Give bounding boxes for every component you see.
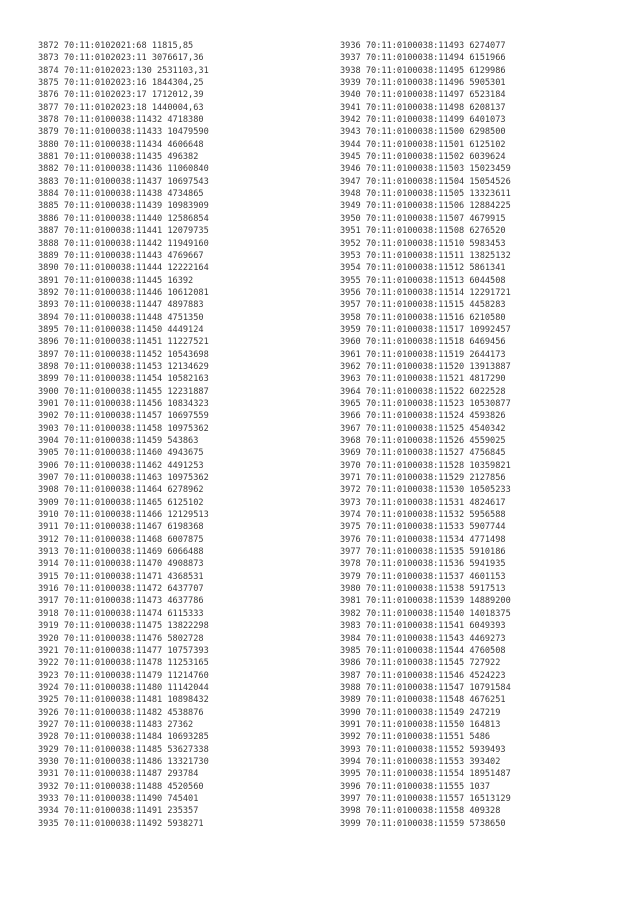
text-line: 3922 70:11:0100038:11478 11253165 [38, 658, 209, 669]
text-line: 3982 70:11:0100038:11540 14018375 [340, 608, 511, 619]
text-line: 3942 70:11:0100038:11499 6401073 [340, 115, 506, 126]
text-line: 3910 70:11:0100038:11466 12129513 [38, 510, 209, 521]
text-line: 3899 70:11:0100038:11454 10582163 [38, 374, 209, 385]
text-line: 3895 70:11:0100038:11450 4449124 [38, 324, 204, 335]
text-line: 3880 70:11:0100038:11434 4606648 [38, 139, 204, 150]
text-line: 3997 70:11:0100038:11557 16513129 [340, 793, 511, 804]
text-line: 3935 70:11:0100038:11492 5938271 [38, 818, 204, 829]
text-line: 3951 70:11:0100038:11508 6276520 [340, 226, 506, 237]
text-line: 3984 70:11:0100038:11543 4469273 [340, 633, 506, 644]
text-line: 3928 70:11:0100038:11484 10693285 [38, 732, 209, 743]
text-line: 3995 70:11:0100038:11554 18951487 [340, 769, 511, 780]
text-line: 3946 70:11:0100038:11503 15023459 [340, 164, 511, 175]
left-column [38, 40, 209, 830]
text-line: 3953 70:11:0100038:11511 13825132 [340, 250, 511, 261]
text-line: 3972 70:11:0100038:11530 10505233 [340, 485, 511, 496]
text-line: 3916 70:11:0100038:11472 6437707 [38, 584, 204, 595]
text-line: 3957 70:11:0100038:11515 4458283 [340, 300, 506, 311]
text-line: 3963 70:11:0100038:11521 4817290 [340, 374, 506, 385]
text-line: 3930 70:11:0100038:11486 13321730 [38, 756, 209, 767]
text-line: 3881 70:11:0100038:11435 496382 [38, 152, 199, 163]
text-line: 3966 70:11:0100038:11524 4593826 [340, 411, 506, 422]
text-line: 3909 70:11:0100038:11465 6125102 [38, 497, 204, 508]
text-line: 3959 70:11:0100038:11517 10992457 [340, 324, 511, 335]
text-line: 3896 70:11:0100038:11451 11227521 [38, 337, 209, 348]
text-line: 3947 70:11:0100038:11504 15054526 [340, 176, 511, 187]
text-line: 3965 70:11:0100038:11523 10530877 [340, 398, 511, 409]
text-line: 3887 70:11:0100038:11441 12079735 [38, 226, 209, 237]
text-line: 3998 70:11:0100038:11558 409328 [340, 806, 501, 817]
text-line: 3872 70:11:0102021:68 11815,85 [38, 41, 194, 51]
text-line: 3941 70:11:0100038:11498 6208137 [340, 102, 506, 113]
text-line: 3960 70:11:0100038:11518 6469456 [340, 337, 506, 348]
text-line: 3915 70:11:0100038:11471 4368531 [38, 571, 204, 582]
text-line: 3990 70:11:0100038:11549 247219 [340, 707, 501, 718]
text-line: 3988 70:11:0100038:11547 10791584 [340, 682, 511, 693]
text-line: 3925 70:11:0100038:11481 10898432 [38, 695, 209, 706]
text-line: 3898 70:11:0100038:11453 12134629 [38, 361, 209, 372]
text-line: 3926 70:11:0100038:11482 4538876 [38, 707, 204, 718]
text-line: 3979 70:11:0100038:11537 4601153 [340, 571, 506, 582]
text-line: 3993 70:11:0100038:11552 5939493 [340, 744, 506, 755]
text-line: 3950 70:11:0100038:11507 4679915 [340, 213, 506, 224]
text-line: 3875 70:11:0102023:16 1844304,25 [38, 78, 204, 89]
text-line: 3876 70:11:0102023:17 1712012,39 [38, 90, 204, 101]
text-line: 3962 70:11:0100038:11520 13913887 [340, 361, 511, 372]
text-line: 3967 70:11:0100038:11525 4540342 [340, 423, 506, 434]
text-line: 3937 70:11:0100038:11494 6151966 [340, 53, 506, 64]
text-line: 3873 70:11:0102023:11 3076617,36 [38, 53, 204, 64]
text-line: 3999 70:11:0100038:11559 5738650 [340, 818, 506, 829]
text-line: 3883 70:11:0100038:11437 10697543 [38, 176, 209, 187]
text-line: 3986 70:11:0100038:11545 727922 [340, 658, 501, 669]
text-line: 3877 70:11:0102023:18 1440004,63 [38, 102, 204, 113]
text-line: 3903 70:11:0100038:11458 10975362 [38, 423, 209, 434]
text-line: 3975 70:11:0100038:11533 5907744 [340, 522, 506, 533]
text-line: 3943 70:11:0100038:11500 6298500 [340, 127, 506, 138]
text-line: 3952 70:11:0100038:11510 5983453 [340, 238, 506, 249]
text-line: 3945 70:11:0100038:11502 6039624 [340, 152, 506, 163]
text-line: 3996 70:11:0100038:11555 1037 [340, 781, 491, 792]
text-line: 3902 70:11:0100038:11457 10697559 [38, 411, 209, 422]
text-line: 3907 70:11:0100038:11463 10975362 [38, 473, 209, 484]
text-line: 3981 70:11:0100038:11539 14889200 [340, 596, 511, 607]
text-line: 3878 70:11:0100038:11432 4718380 [38, 115, 204, 126]
text-line: 3886 70:11:0100038:11440 12586854 [38, 213, 209, 224]
text-line: 3923 70:11:0100038:11479 11214760 [38, 670, 209, 681]
text-line: 3917 70:11:0100038:11473 4637786 [38, 596, 204, 607]
text-line: 3897 70:11:0100038:11452 10543698 [38, 349, 209, 360]
text-line: 3879 70:11:0100038:11433 10479590 [38, 127, 209, 138]
text-line: 3970 70:11:0100038:11528 10359821 [340, 460, 511, 471]
text-line: 3964 70:11:0100038:11522 6022528 [340, 386, 506, 397]
right-column [340, 40, 511, 830]
text-line: 3905 70:11:0100038:11460 4943675 [38, 448, 204, 459]
text-line: 3933 70:11:0100038:11490 745401 [38, 793, 199, 804]
text-line: 3884 70:11:0100038:11438 4734865 [38, 189, 204, 200]
text-line: 3971 70:11:0100038:11529 2127856 [340, 473, 506, 484]
text-line: 3956 70:11:0100038:11514 12291721 [340, 287, 511, 298]
text-line: 3958 70:11:0100038:11516 6210580 [340, 312, 506, 323]
text-line: 3932 70:11:0100038:11488 4520560 [38, 781, 204, 792]
text-line: 3976 70:11:0100038:11534 4771498 [340, 534, 506, 545]
text-line: 3929 70:11:0100038:11485 53627338 [38, 744, 209, 755]
text-line: 3939 70:11:0100038:11496 5905301 [340, 78, 506, 89]
text-line: 3892 70:11:0100038:11446 10612081 [38, 287, 209, 298]
text-line: 3921 70:11:0100038:11477 10757393 [38, 645, 209, 656]
text-line: 3977 70:11:0100038:11535 5910186 [340, 547, 506, 558]
text-line: 3940 70:11:0100038:11497 6523184 [340, 90, 506, 101]
text-line: 3992 70:11:0100038:11551 5486 [340, 732, 491, 743]
text-line: 3985 70:11:0100038:11544 4760508 [340, 645, 506, 656]
text-line: 3888 70:11:0100038:11442 11949160 [38, 238, 209, 249]
text-line: 3904 70:11:0100038:11459 543863 [38, 436, 199, 446]
text-line: 3983 70:11:0100038:11541 6049393 [340, 621, 506, 632]
text-line: 3882 70:11:0100038:11436 11060840 [38, 164, 209, 175]
text-line: 3980 70:11:0100038:11538 5917513 [340, 584, 506, 595]
text-line: 3890 70:11:0100038:11444 12222164 [38, 263, 209, 274]
text-line: 3918 70:11:0100038:11474 6115333 [38, 608, 204, 619]
text-line: 3968 70:11:0100038:11526 4559025 [340, 436, 506, 446]
text-line: 3874 70:11:0102023:130 2531103,31 [38, 65, 209, 76]
text-line: 3978 70:11:0100038:11536 5941935 [340, 559, 506, 570]
text-line: 3931 70:11:0100038:11487 293784 [38, 769, 199, 780]
text-line: 3901 70:11:0100038:11456 10834323 [38, 398, 209, 409]
text-line: 3894 70:11:0100038:11448 4751350 [38, 312, 204, 323]
text-line: 3885 70:11:0100038:11439 10983909 [38, 201, 209, 212]
text-line: 3987 70:11:0100038:11546 4524223 [340, 670, 506, 681]
text-line: 3938 70:11:0100038:11495 6129986 [340, 65, 506, 76]
text-line: 3994 70:11:0100038:11553 393402 [340, 756, 501, 767]
text-line: 3949 70:11:0100038:11506 12884225 [340, 201, 511, 212]
text-line: 3934 70:11:0100038:11491 235357 [38, 806, 199, 817]
text-line: 3927 70:11:0100038:11483 27362 [38, 719, 194, 730]
text-line: 3924 70:11:0100038:11480 11142044 [38, 682, 209, 693]
text-line: 3906 70:11:0100038:11462 4491253 [38, 460, 204, 471]
text-line: 3891 70:11:0100038:11445 16392 [38, 275, 194, 286]
text-line: 3955 70:11:0100038:11513 6044508 [340, 275, 506, 286]
text-line: 3889 70:11:0100038:11443 4769667 [38, 250, 204, 261]
text-line: 3914 70:11:0100038:11470 4908873 [38, 559, 204, 570]
text-line: 3948 70:11:0100038:11505 13323611 [340, 189, 511, 200]
text-line: 3893 70:11:0100038:11447 4897883 [38, 300, 204, 311]
text-line: 3973 70:11:0100038:11531 4824617 [340, 497, 506, 508]
text-line: 3900 70:11:0100038:11455 12231887 [38, 386, 209, 397]
text-line: 3913 70:11:0100038:11469 6066488 [38, 547, 204, 558]
text-line: 3954 70:11:0100038:11512 5861341 [340, 263, 506, 274]
text-line: 3969 70:11:0100038:11527 4756845 [340, 448, 506, 459]
text-line: 3991 70:11:0100038:11550 164813 [340, 719, 501, 730]
text-line: 3936 70:11:0100038:11493 6274077 [340, 41, 506, 51]
text-line: 3911 70:11:0100038:11467 6198368 [38, 522, 204, 533]
text-line: 3974 70:11:0100038:11532 5956588 [340, 510, 506, 521]
text-line: 3989 70:11:0100038:11548 4676251 [340, 695, 506, 706]
text-line: 3908 70:11:0100038:11464 6278962 [38, 485, 204, 496]
text-line: 3919 70:11:0100038:11475 13822298 [38, 621, 209, 632]
text-line: 3944 70:11:0100038:11501 6125102 [340, 139, 506, 150]
text-line: 3920 70:11:0100038:11476 5802728 [38, 633, 204, 644]
text-line: 3912 70:11:0100038:11468 6007875 [38, 534, 204, 545]
text-line: 3961 70:11:0100038:11519 2644173 [340, 349, 506, 360]
